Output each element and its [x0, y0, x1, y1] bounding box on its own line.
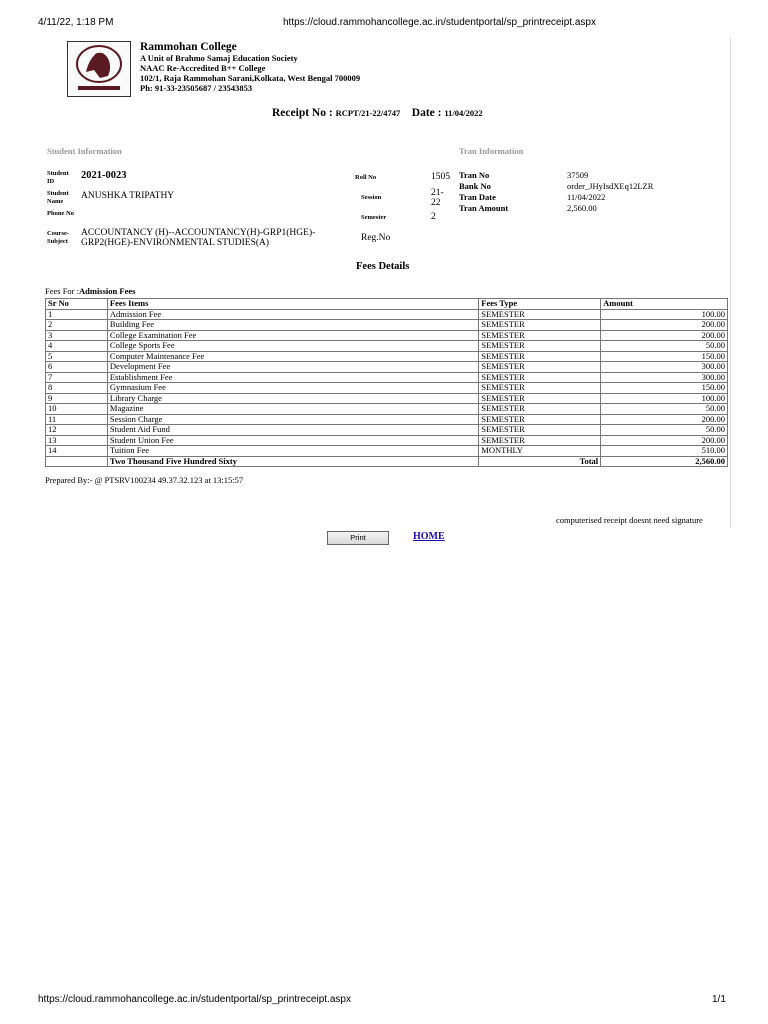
print-button[interactable]: Print	[327, 531, 389, 545]
receipt-date: 11/04/2022	[444, 108, 483, 118]
college-header	[140, 41, 360, 93]
bank-no-label: Bank No	[459, 181, 491, 191]
fee-sr-no: 3	[46, 330, 108, 341]
receipt-line	[272, 107, 483, 119]
fee-row	[46, 320, 728, 331]
fee-item: Building Fee	[107, 320, 478, 331]
fees-for-label: Fees For :	[45, 286, 79, 296]
fee-row	[46, 446, 728, 457]
semester-value: 2	[431, 212, 436, 222]
fee-sr-no: 14	[46, 446, 108, 457]
fee-item: Admission Fee	[107, 309, 478, 320]
fee-sr-no: 10	[46, 404, 108, 415]
header-sr-no: Sr No	[46, 299, 108, 310]
fee-row	[46, 341, 728, 352]
student-name: ANUSHKA TRIPATHY	[81, 191, 175, 201]
college-address: 102/1, Raja Rammohan Sarani,Kolkata, West Bengal 700009	[140, 73, 361, 83]
fee-type: SEMESTER	[479, 414, 601, 425]
fee-sr-no: 5	[46, 351, 108, 362]
bank-no: order_JHyIsdXEq12LZR	[567, 181, 654, 191]
fee-item: Student Union Fee	[107, 435, 478, 446]
fee-row	[46, 383, 728, 394]
fees-total-row	[46, 456, 728, 467]
fees-title: Fees Details	[356, 261, 410, 272]
print-datetime: 4/11/22, 1:18 PM	[38, 17, 114, 28]
student-id: 2021-0023	[81, 170, 127, 181]
fee-item: Student Aid Fund	[107, 425, 478, 436]
tran-info	[459, 170, 653, 214]
fee-amount: 200.00	[601, 320, 728, 331]
fee-row	[46, 425, 728, 436]
fee-sr-no: 1	[46, 309, 108, 320]
fee-type: SEMESTER	[479, 351, 601, 362]
tran-amount: 2,560.00	[567, 203, 597, 213]
header-amount: Amount	[601, 299, 728, 310]
fee-amount: 150.00	[601, 351, 728, 362]
student-info-title: Student Information	[47, 146, 122, 156]
fee-row	[46, 404, 728, 415]
fee-amount: 50.00	[601, 425, 728, 436]
fee-row	[46, 309, 728, 320]
fee-amount: 300.00	[601, 372, 728, 383]
semester-label: Semester	[361, 214, 387, 221]
header-fees-items: Fees Items	[107, 299, 478, 310]
tran-amount-label: Tran Amount	[459, 203, 509, 213]
fee-item: Magazine	[107, 404, 478, 415]
fee-item: Session Charge	[107, 414, 478, 425]
course-value: ACCOUNTANCY (H)--ACCOUNTANCY(H)-GRP1(HGE)-GRP2(HGE)-ENVIRONMENTAL STUDIES(A)	[81, 228, 316, 248]
fee-row	[46, 435, 728, 446]
fee-item: Gymnasium Fee	[107, 383, 478, 394]
fee-amount: 50.00	[601, 404, 728, 415]
fee-type: SEMESTER	[479, 393, 601, 404]
session-label: Session	[361, 194, 382, 201]
student-id-label: Student ID	[47, 170, 69, 185]
receipt-no: RCPT/21-22/4747	[335, 108, 401, 118]
fee-item: Computer Maintenance Fee	[107, 351, 478, 362]
fee-type: SEMESTER	[479, 372, 601, 383]
phone-label: Phone No	[47, 210, 74, 217]
fee-type: SEMESTER	[479, 309, 601, 320]
fee-sr-no: 11	[46, 414, 108, 425]
fee-sr-no: 7	[46, 372, 108, 383]
fee-row	[46, 330, 728, 341]
total-blank	[46, 456, 108, 467]
fees-for-value: Admission Fees	[79, 286, 136, 296]
fee-item: College Examination Fee	[107, 330, 478, 341]
fee-row	[46, 362, 728, 373]
fee-amount: 100.00	[601, 309, 728, 320]
header-fees-type: Fees Type	[479, 299, 601, 310]
fee-sr-no: 9	[46, 393, 108, 404]
total-in-words: Two Thousand Five Hundred Sixty	[107, 456, 478, 467]
college-logo	[67, 41, 131, 97]
fee-type: SEMESTER	[479, 362, 601, 373]
fee-sr-no: 8	[46, 383, 108, 394]
tran-no: 37509	[567, 170, 589, 180]
fee-row	[46, 351, 728, 362]
fee-type: SEMESTER	[479, 330, 601, 341]
fee-item: College Sports Fee	[107, 341, 478, 352]
fees-header-row	[46, 299, 728, 310]
home-link[interactable]: HOME	[413, 531, 445, 542]
tran-date: 11/04/2022	[567, 192, 606, 202]
print-url-header: https://cloud.rammohancollege.ac.in/studentportal/sp_printreceipt.aspx	[283, 17, 596, 28]
college-line-2: NAAC Re-Accredited B++ College	[140, 63, 266, 73]
fees-for	[45, 286, 135, 296]
roll-label: Roll No	[355, 174, 377, 181]
roll-value: 1505	[431, 172, 450, 182]
fee-type: SEMESTER	[479, 425, 601, 436]
print-url-footer: https://cloud.rammohancollege.ac.in/studentportal/sp_printreceipt.aspx	[38, 994, 351, 1005]
fee-type: SEMESTER	[479, 435, 601, 446]
fee-row	[46, 372, 728, 383]
college-line-1: A Unit of Brahmo Samaj Education Society	[140, 53, 298, 63]
fee-type: SEMESTER	[479, 320, 601, 331]
fee-row	[46, 414, 728, 425]
prepared-by: Prepared By:- @ PTSRV100234 49.37.32.123 at 13:15:57	[45, 475, 244, 485]
fee-amount: 50.00	[601, 341, 728, 352]
fee-sr-no: 2	[46, 320, 108, 331]
course-label: Course-Subject	[47, 230, 70, 245]
fee-type: SEMESTER	[479, 383, 601, 394]
fee-amount: 300.00	[601, 362, 728, 373]
fee-row	[46, 393, 728, 404]
fee-amount: 200.00	[601, 330, 728, 341]
fee-sr-no: 4	[46, 341, 108, 352]
tran-info-title: Tran Information	[459, 146, 524, 156]
fee-item: Establishment Fee	[107, 372, 478, 383]
receipt-no-label: Receipt No :	[272, 107, 333, 119]
college-phone: Ph: 91-33-23505687 / 23543853	[140, 83, 253, 93]
tran-date-label: Tran Date	[459, 192, 496, 202]
fee-type: MONTHLY	[479, 446, 601, 457]
fee-amount: 200.00	[601, 435, 728, 446]
fee-type: SEMESTER	[479, 341, 601, 352]
tran-no-label: Tran No	[459, 170, 490, 180]
fee-amount: 200.00	[601, 414, 728, 425]
fee-sr-no: 12	[46, 425, 108, 436]
fee-amount: 100.00	[601, 393, 728, 404]
page-count: 1/1	[712, 994, 726, 1005]
fee-item: Library Charge	[107, 393, 478, 404]
total-amount: 2,560.00	[601, 456, 728, 467]
college-name: Rammohan College	[140, 41, 237, 53]
session-value: 21-22	[431, 188, 444, 208]
fee-type: SEMESTER	[479, 404, 601, 415]
receipt-date-label: Date :	[411, 107, 442, 119]
signature-note: computerised receipt doesnt need signature	[556, 515, 703, 525]
fee-sr-no: 13	[46, 435, 108, 446]
fee-item: Tuition Fee	[107, 446, 478, 457]
reg-label: Reg.No	[361, 233, 391, 243]
student-name-label: Student Name	[47, 190, 69, 205]
total-label: Total	[479, 456, 601, 467]
fee-amount: 510.00	[601, 446, 728, 457]
fees-table	[45, 298, 728, 467]
fee-item: Development Fee	[107, 362, 478, 373]
fee-sr-no: 6	[46, 362, 108, 373]
fee-amount: 150.00	[601, 383, 728, 394]
